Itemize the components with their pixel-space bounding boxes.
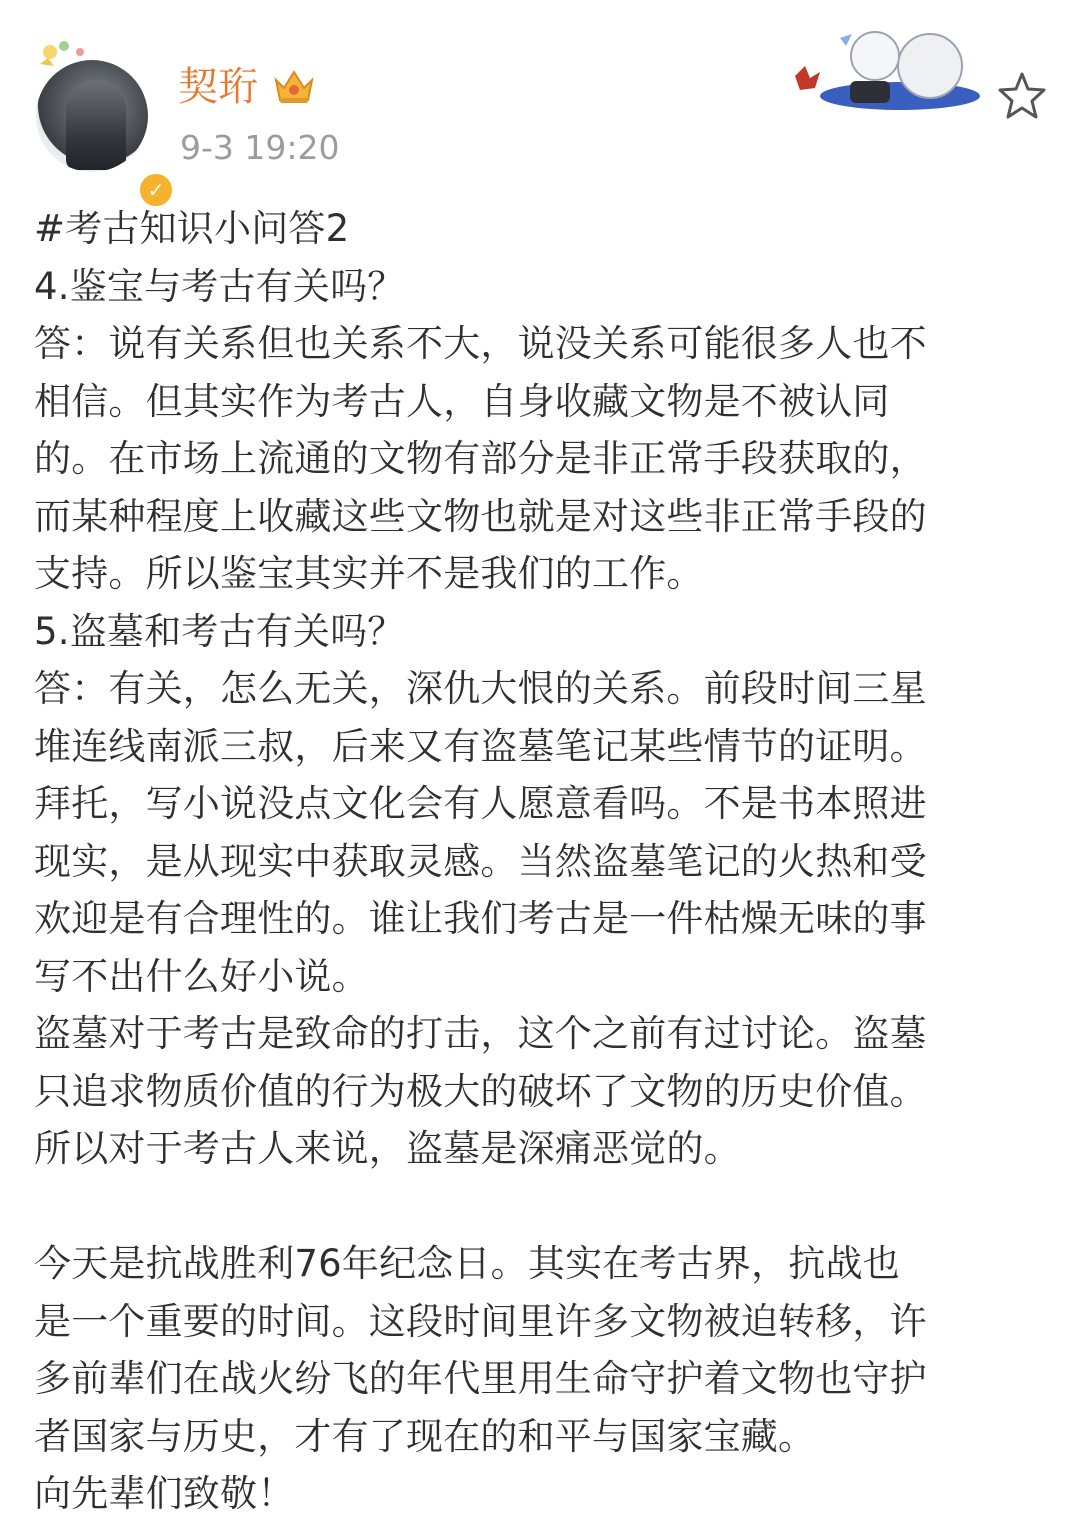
text-line: 5.盗墓和考古有关吗？ xyxy=(34,609,405,653)
text-line: 的。在市场上流通的文物有部分是非正常手段获取的， xyxy=(34,437,927,480)
text-line: 拜托，写小说没点文化会有人愿意看吗。不是书本照进 xyxy=(34,782,927,825)
avatar[interactable] xyxy=(30,38,165,202)
text-line: 4.鉴宝与考古有关吗？ xyxy=(34,264,405,308)
verified-badge-icon: ✓ xyxy=(136,170,176,210)
username[interactable]: 契珩 xyxy=(178,64,258,110)
text-line: 写不出什么好小说。 xyxy=(34,954,369,998)
text-line: 答：说有关系但也关系不大，说没关系可能很多人也不 xyxy=(34,322,927,365)
post-header xyxy=(0,0,1080,202)
text-line: 相信。但其实作为考古人，自身收藏文物是不被认同 xyxy=(34,379,890,423)
text-line: 今天是抗战胜利76年纪念日。其实在考古界，抗战也 xyxy=(34,1242,900,1285)
text-line: 答：有关，怎么无关，深仇大恨的关系。前段时间三星 xyxy=(34,667,927,710)
text-line: 现实，是从现实中获取灵感。当然盗墓笔记的火热和受 xyxy=(34,839,927,883)
text-line: 所以对于考古人来说，盗墓是深痛恶觉的。 xyxy=(34,1127,741,1170)
text-line: 支持。所以鉴宝其实并不是我们的工作。 xyxy=(34,552,704,595)
hashtag-link[interactable]: #考古知识小问答2 xyxy=(34,207,350,250)
crown-icon xyxy=(272,66,316,106)
avatar-image xyxy=(36,60,148,172)
paragraph-gap xyxy=(34,1178,1050,1236)
post-body xyxy=(34,200,1050,1523)
text-line: 向先辈们致敬！ xyxy=(34,1472,295,1515)
text-line: 者国家与历史，才有了现在的和平与国家宝藏。 xyxy=(34,1414,816,1458)
post-time: 9-3 19:20 xyxy=(180,128,340,167)
text-line: 欢迎是有合理性的。谁让我们考古是一件枯燥无味的事 xyxy=(34,897,927,940)
favorite-star-icon[interactable] xyxy=(994,68,1050,124)
text-line: 盗墓对于考古是致命的打击，这个之前有过讨论。盗墓 xyxy=(34,1012,927,1055)
sticker-decoration-icon xyxy=(780,16,990,116)
text-line: 多前辈们在战火纷飞的年代里用生命守护着文物也守护 xyxy=(34,1357,927,1400)
text-line: 而某种程度上收藏这些文物也就是对这些非正常手段的 xyxy=(34,494,927,538)
text-line: 堆连线南派三叔，后来又有盗墓笔记某些情节的证明。 xyxy=(34,724,927,768)
text-line: 是一个重要的时间。这段时间里许多文物被迫转移，许 xyxy=(34,1299,927,1343)
text-line: 只追求物质价值的行为极大的破坏了文物的历史价值。 xyxy=(34,1069,927,1113)
